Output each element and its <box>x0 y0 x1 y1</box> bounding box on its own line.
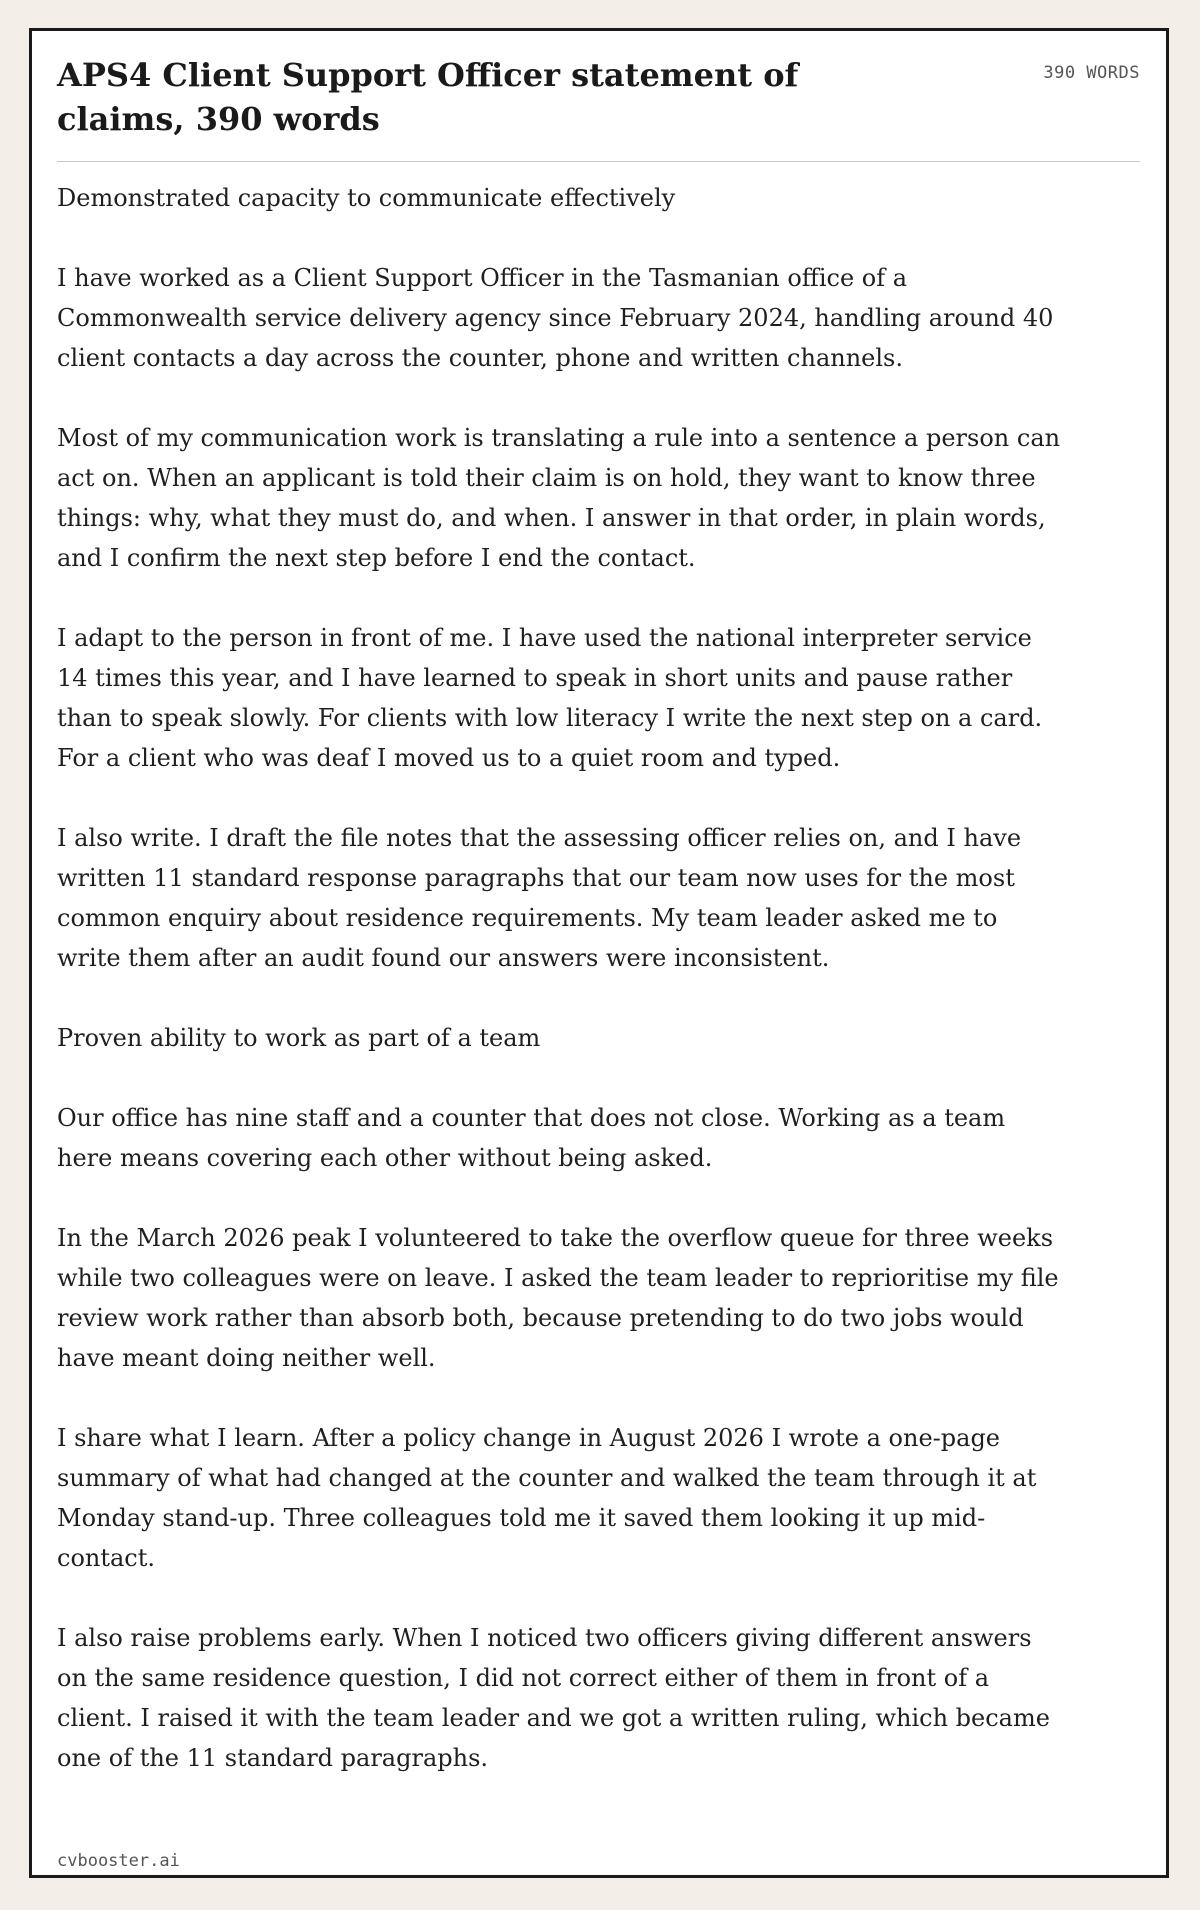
document-header <box>57 53 1140 162</box>
section-heading-teamwork: Proven ability to work as part of a team <box>57 1024 541 1052</box>
body-paragraph: In the March 2026 peak I volunteered to take the overflow queue for three weeks while two colleagues were on leave. I asked the team leader to reprioritise my file review work rather than absorb both, because pretending to do two jobs would have meant doing neither well. <box>57 1224 1059 1372</box>
body-paragraph: I also raise problems early. When I noticed two officers giving different answers on the same residence question, I did not correct either of them in front of a client. I raised it with the team leader and we got a written ruling, which became one of the 11 standard paragraphs. <box>57 1624 1050 1772</box>
body-paragraph: Most of my communication work is translating a rule into a sentence a person can act on. When an applicant is told their claim is on hold, they want to know three things: why, what they must do, and when. I answer in that order, in plain words, and I confirm the next step before I end the contact. <box>57 424 1061 572</box>
document-body <box>57 162 1140 1778</box>
body-paragraph: Our office has nine staff and a counter that does not close. Working as a team here means covering each other without being asked. <box>57 1104 1006 1172</box>
word-count-badge: 390 WORDS <box>1043 63 1140 83</box>
body-paragraph: I share what I learn. After a policy change in August 2026 I wrote a one-page summary of what had changed at the counter and walked the team through it at Monday stand-up. Three colleagues told me it saved them looking it up mid-contact. <box>57 1424 1037 1572</box>
body-paragraph: I also write. I draft the file notes that the assessing officer relies on, and I have written 11 standard response paragraphs that our team now uses for the most common enquiry about residence requirements. My team leader asked me to write them after an audit found our answers were inconsistent. <box>57 824 1022 972</box>
document-card <box>29 28 1169 1878</box>
body-paragraph: I have worked as a Client Support Officer in the Tasmanian office of a Commonwealth service delivery agency since February 2024, handling around 40 client contacts a day across the counter, phone and written channels. <box>57 264 1054 372</box>
body-paragraph: I adapt to the person in front of me. I have used the national interpreter service 14 times this year, and I have learned to speak in short units and pause rather than to speak slowly. For clients with low literacy I write the next step on a card. For a client who was deaf I moved us to a quiet room and typed. <box>57 624 1043 772</box>
footer-brand: cvbooster.ai <box>57 1851 180 1871</box>
document-title: APS4 Client Support Officer statement of claims, 390 words <box>57 56 799 138</box>
section-heading-communication: Demonstrated capacity to communicate effectively <box>57 184 676 212</box>
